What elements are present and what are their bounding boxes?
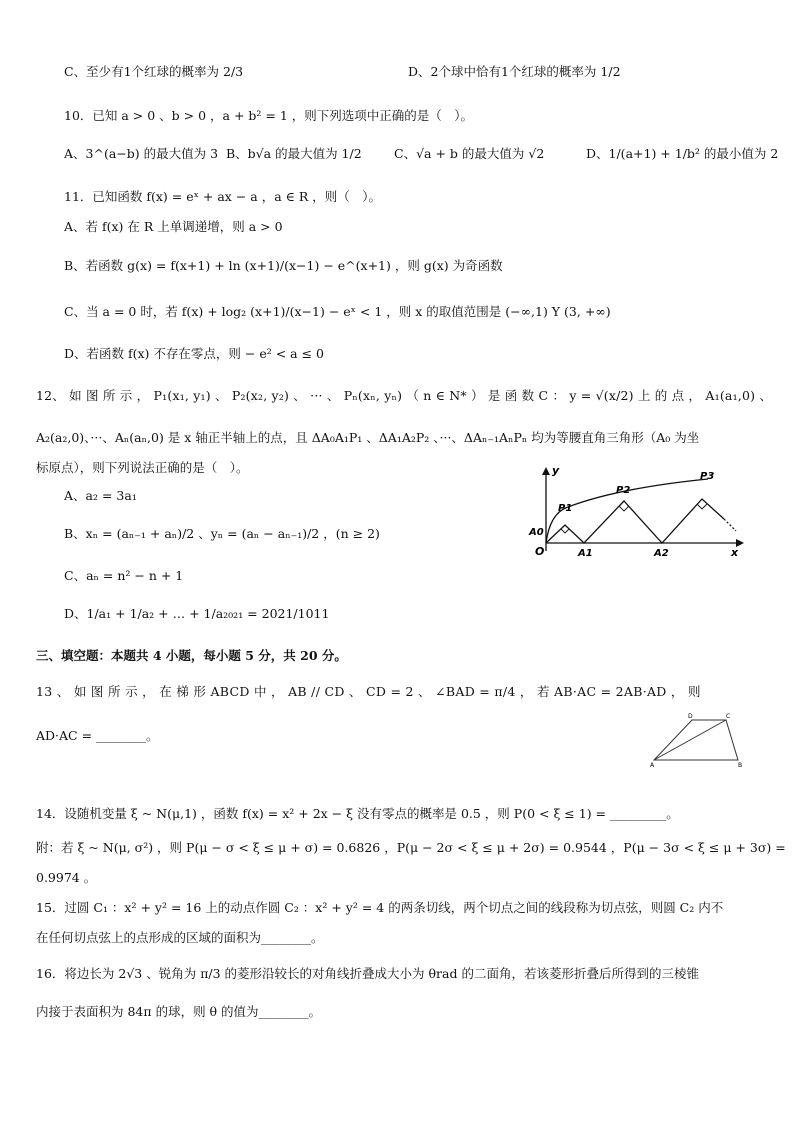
option-11c: C、当 a = 0 时，若 f(x) + log₂ (x+1)/(x−1) − eˣ < 1 ，则 x 的取值范围是 (−∞,1) Y (3, +∞) <box>64 304 611 319</box>
option-11b: B、若函数 g(x) = f(x+1) + ln (x+1)/(x−1) − e^(x+1) ，则 g(x) 为奇函数 <box>64 258 503 273</box>
point-p2-label: P2 <box>616 485 631 496</box>
option-9c: C、至少有1个红球的概率为 2/3 <box>64 64 244 79</box>
point-a1-label: A1 <box>578 548 593 559</box>
option-12a: A、a₂ = 3a₁ <box>64 488 137 503</box>
point-a0-label: A0 <box>529 527 544 538</box>
question-14-note-cont: 0.9974 。 <box>36 870 97 885</box>
question-16: 16．将边长为 2√3 、锐角为 π/3 的菱形沿较长的对角线折叠成大小为 θrad 的二面角，若该菱形折叠后所得到的三棱锥 <box>36 966 699 981</box>
option-10a: A、3^(a−b) 的最大值为 3 <box>64 146 219 161</box>
option-12d: D、1/a₁ + 1/a₂ + … + 1/a₂₀₂₁ = 2021/1011 <box>64 606 330 621</box>
right-angle-mark <box>619 506 629 511</box>
right-angle-mark <box>697 504 707 509</box>
question-10: 10．已知 a > 0 、b > 0 ，a + b² = 1 ，则下列选项中正确的是（ ）。 <box>64 108 474 123</box>
question-14: 14．设随机变量 ξ ~ N(μ,1) ，函数 f(x) = x² + 2x − ξ 没有零点的概率是 0.5 ，则 P(0 < ξ ≤ 1) = _________。 <box>36 806 679 821</box>
option-11a: A、若 f(x) 在 R 上单调递增，则 a > 0 <box>64 219 283 234</box>
option-11d: D、若函数 f(x) 不存在零点，则 − e² < a ≤ 0 <box>64 346 324 361</box>
option-10d: D、1/(a+1) + 1/b² 的最小值为 2 <box>586 146 779 161</box>
figure-13 <box>650 712 750 768</box>
vertex-a-label: A <box>650 762 655 768</box>
diagonal-ac <box>654 720 726 760</box>
section-heading-fill-in: 三、填空题：本题共 4 小题，每小题 5 分，共 20 分。 <box>36 648 347 663</box>
question-11: 11．已知函数 f(x) = eˣ + ax − a ，a ∈ R ，则（ ）。 <box>64 189 381 204</box>
origin-label: O <box>535 545 545 558</box>
question-13: 13 、 如 图 所 示 ， 在 梯 形 ABCD 中 ， AB // CD 、 CD = 2 、 ∠BAD = π/4 ， 若 AB·AC = 2AB·AD ， 则 <box>36 684 701 699</box>
question-13-answer-line: AD·AC = ________。 <box>36 728 159 743</box>
question-14-note: 附：若 ξ ~ N(μ, σ²) ，则 P(μ − σ < ξ ≤ μ + σ) = 0.6826 ，P(μ − 2σ < ξ ≤ μ + 2σ) = 0.9544 ，P(μ − 3σ < ξ ≤ μ + 3σ) = <box>36 840 786 855</box>
vertex-c-label: C <box>726 713 731 720</box>
point-p3-label: P3 <box>700 471 715 482</box>
x-axis-label: x <box>731 546 739 559</box>
point-p1-label: P1 <box>558 503 573 514</box>
figure-12 <box>528 463 750 559</box>
option-10b: B、b√a 的最大值为 1/2 <box>226 146 362 161</box>
question-15: 15．过圆 C₁ ：x² + y² = 16 上的动点作圆 C₂ ：x² + y² = 4 的两条切线，两个切点之间的线段称为切点弦，则圆 C₂ 内不 <box>36 900 724 915</box>
y-axis-label: y <box>552 464 560 477</box>
dashed-continuation <box>724 519 736 531</box>
option-10c: C、√a + b 的最大值为 √2 <box>394 146 545 161</box>
option-12c: C、aₙ = n² − n + 1 <box>64 568 184 583</box>
vertex-d-label: D <box>688 713 693 720</box>
question-15-cont: 在任何切点弦上的点形成的区域的面积为________。 <box>36 930 324 945</box>
point-a2-label: A2 <box>654 548 669 559</box>
option-9d: D、2个球中恰有1个红球的概率为 1/2 <box>408 64 621 79</box>
question-12-cont2: 标原点），则下列说法正确的是（ ）。 <box>36 460 249 475</box>
y-axis-arrow-icon <box>542 467 550 475</box>
trapezoid-abcd <box>654 720 738 760</box>
right-angle-mark <box>561 529 569 533</box>
question-12: 12、 如 图 所 示 ， P₁(x₁, y₁) 、 P₂(x₂, y₂) 、 ··· 、 Pₙ(xₙ, yₙ) （ n ∈ N* ） 是 函 数 C ： y = √(x/2) 上 的 点 ， A₁(a₁,0) 、 <box>36 388 773 403</box>
question-12-cont: A₂(a₂,0)、···、Aₙ(aₙ,0) 是 x 轴正半轴上的点，且 ΔA₀A₁P₁ 、ΔA₁A₂P₂ 、···、ΔAₙ₋₁AₙPₙ 均为等腰直角三角形（A₀ 为坐 <box>36 430 700 445</box>
question-16-cont: 内接于表面积为 84π 的球，则 θ 的值为________。 <box>36 1004 322 1019</box>
option-12b: B、xₙ = (aₙ₋₁ + aₙ)/2 、yₙ = (aₙ − aₙ₋₁)/2 ，(n ≥ 2) <box>64 526 380 541</box>
vertex-b-label: B <box>738 762 743 768</box>
